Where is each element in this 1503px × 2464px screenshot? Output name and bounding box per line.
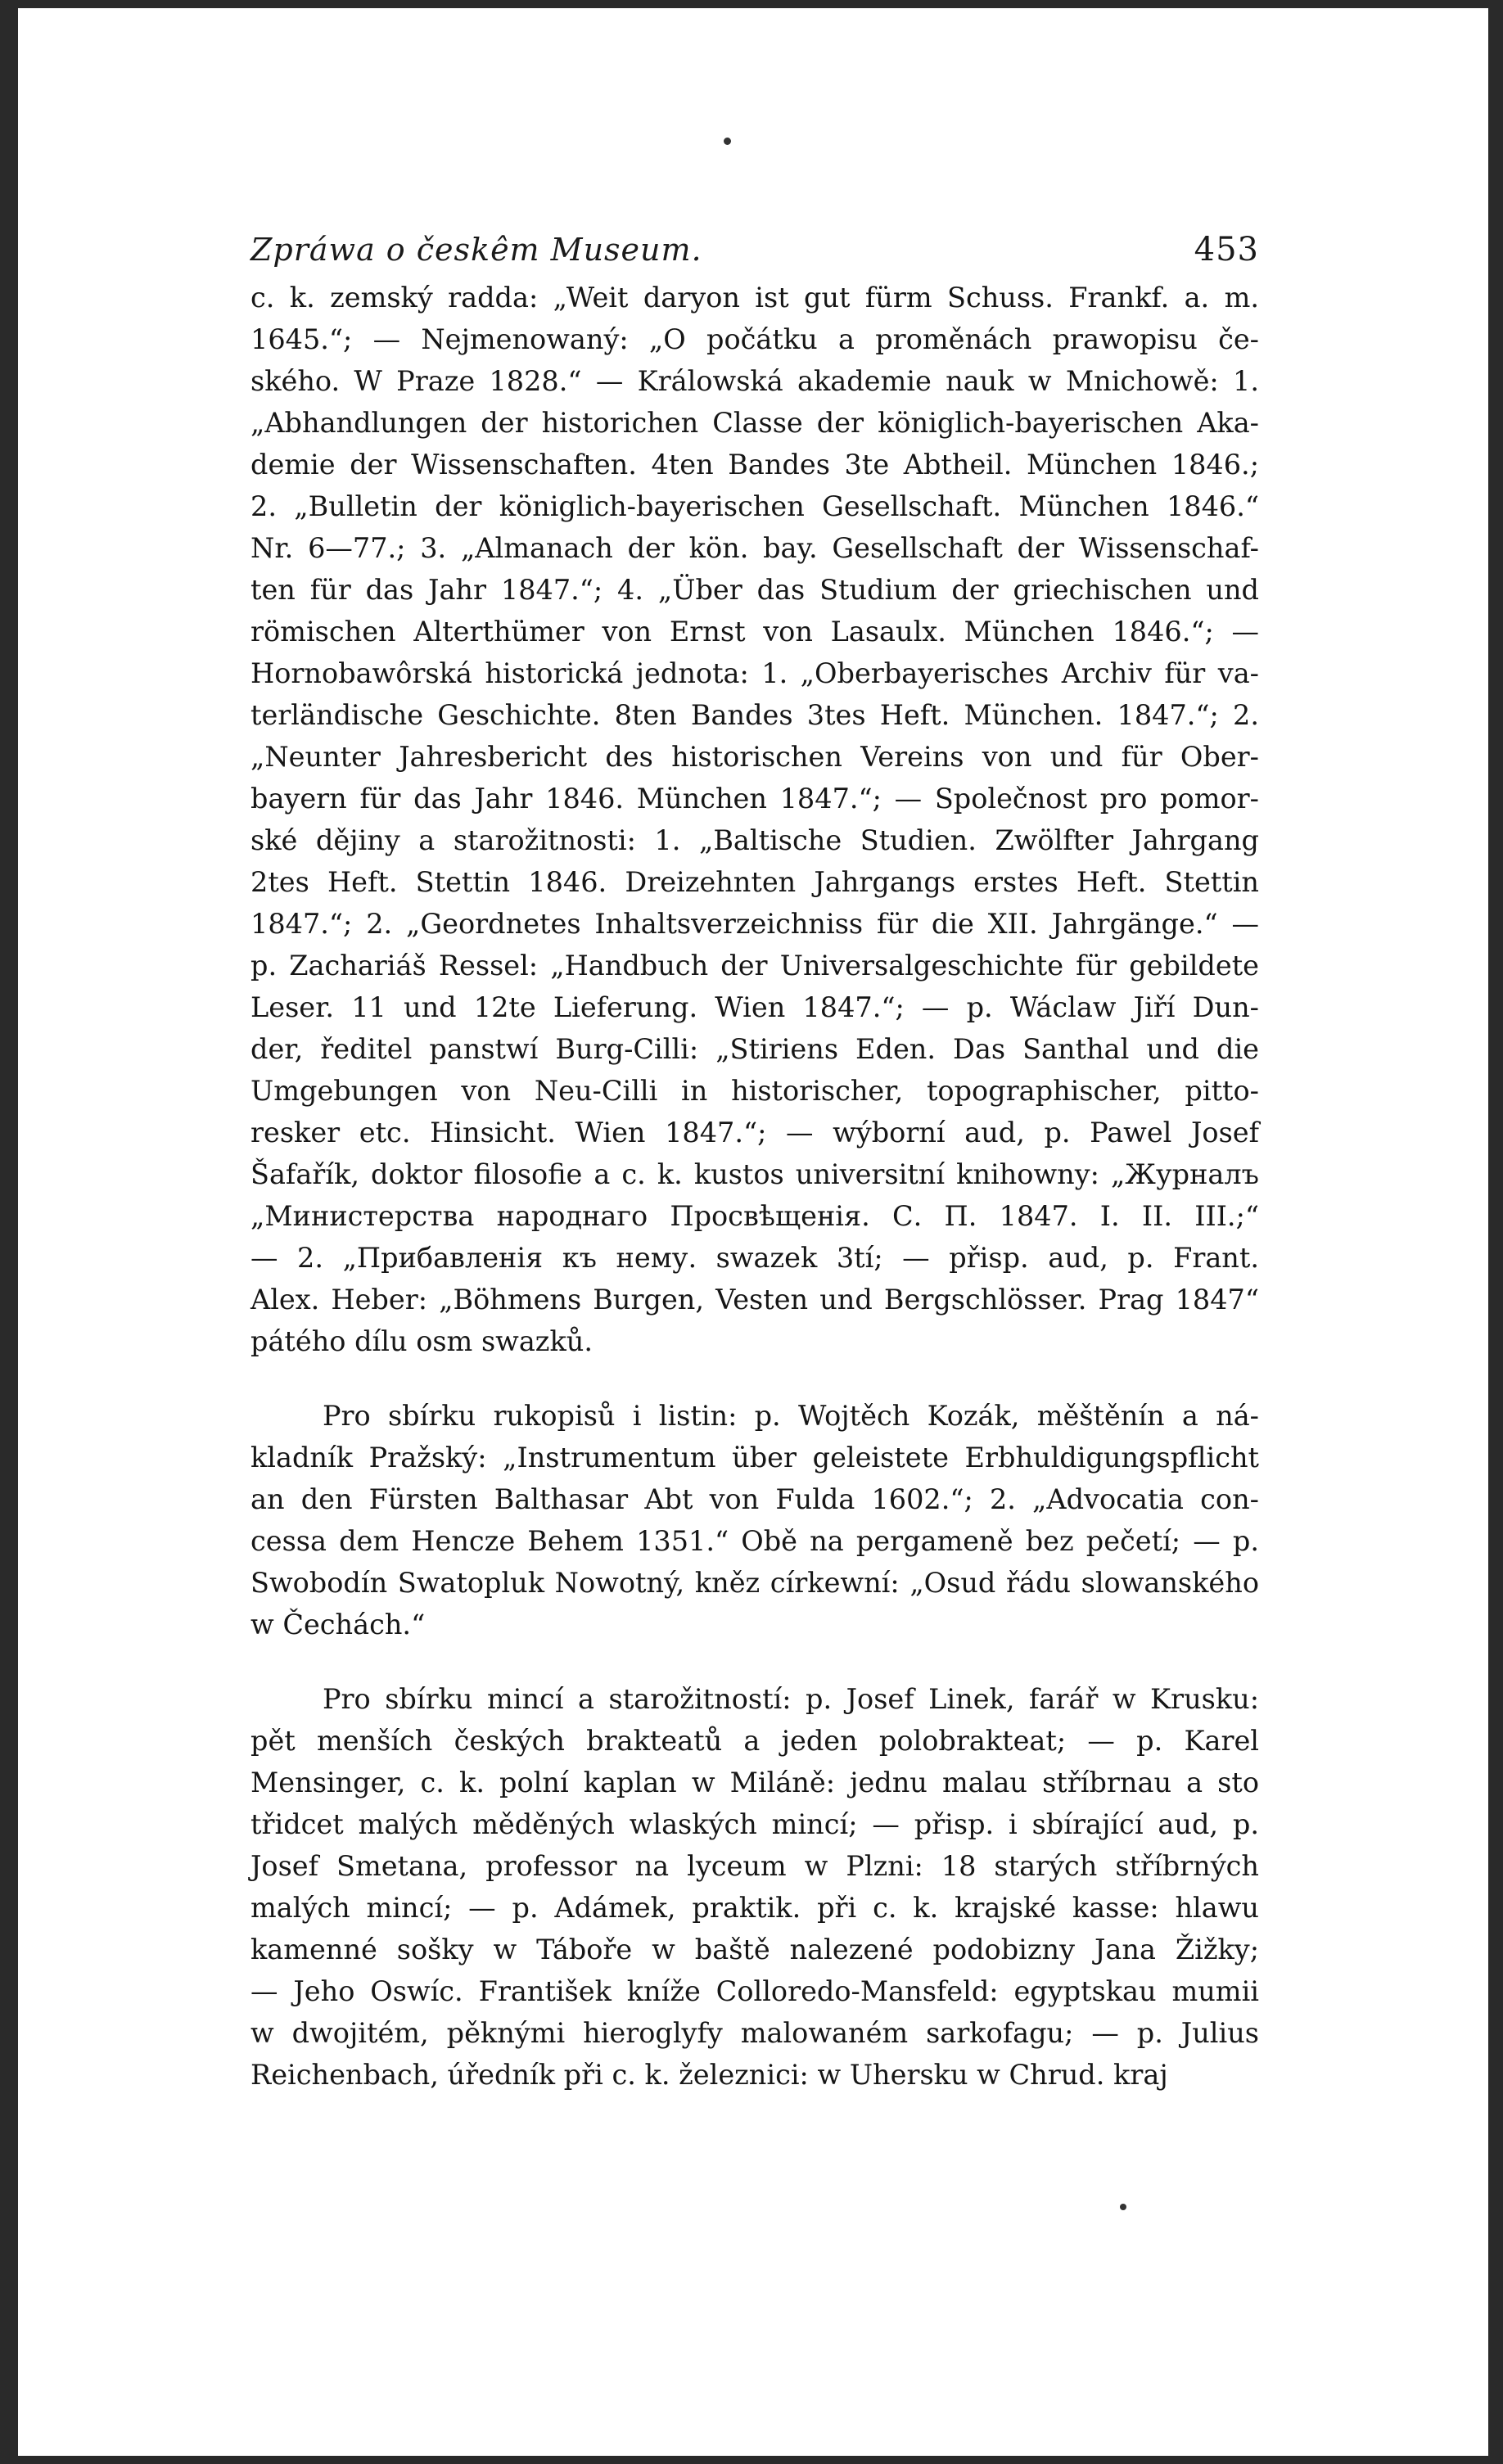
text-line: Hornobawôrská historická jednota: 1. „Oberbayerisches Archiv für va- [250, 657, 1259, 689]
text-line: bayern für das Jahr 1846. München 1847.“; — Společnost pro pomor- [250, 783, 1259, 815]
text-line: pátého dílu osm swazků. [250, 1325, 593, 1357]
text-line: „Abhandlungen der historichen Classe der königlich-bayerischen Aka- [250, 407, 1259, 439]
text-line: ské dějiny a starožitnosti: 1. „Baltische Studien. Zwölfter Jahrgang [250, 824, 1259, 856]
text-line: w dwojitém, pěknými hieroglyfy malowaném sarkofagu; — p. Julius [250, 2017, 1259, 2049]
paragraph-coins-antiquities [250, 1678, 1259, 2096]
text-line: 1645.“; — Nejmenowaný: „O počátku a proměnách prawopisu če- [250, 323, 1259, 355]
text-line: p. Zachariáš Ressel: „Handbuch der Universalgeschichte für gebildete [250, 950, 1259, 982]
page-header [250, 231, 1259, 269]
text-line: 2tes Heft. Stettin 1846. Dreizehnten Jahrgangs erstes Heft. Stettin [250, 866, 1259, 898]
text-line: kladník Pražský: „Instrumentum über geleistete Erbhuldigungspflicht [250, 1442, 1259, 1473]
text-line: „Neunter Jahresbericht des historischen Vereins von und für Ober- [250, 741, 1259, 773]
text-line: Pro sbírku mincí a starožitností: p. Josef Linek, farář w Krusku: [323, 1683, 1259, 1715]
text-line: der, ředitel panstwí Burg-Cilli: „Stiriens Eden. Das Santhal und die [250, 1033, 1259, 1065]
text-line: — Jeho Oswíc. František kníže Colloredo-Mansfeld: egyptskau mumii [250, 1975, 1259, 2007]
text-line: Pro sbírku rukopisů i listin: p. Wojtěch Kozák, měštěnín a ná- [323, 1400, 1259, 1432]
page-number: 453 [1194, 231, 1259, 269]
text-line: pět menších českých brakteatů a jeden polobrakteat; — p. Karel [250, 1725, 1259, 1757]
text-line: ten für das Jahr 1847.“; 4. „Über das Studium der griechischen und [250, 574, 1259, 606]
text-line: kamenné sošky w Táboře w baště nalezené podobizny Jana Žižky; [250, 1934, 1259, 1965]
text-line: 1847.“; 2. „Geordnetes Inhaltsverzeichniss für die XII. Jahrgänge.“ — [250, 908, 1259, 940]
running-title: Zpráwa o českêm Museum. [250, 232, 702, 268]
text-line: ského. W Praze 1828.“ — Králowská akademie nauk w Mnichowě: 1. [250, 365, 1259, 397]
text-line: c. k. zemský radda: „Weit daryon ist gut fürm Schuss. Frankf. a. m. [250, 282, 1259, 314]
text-line: w Čechách.“ [250, 1609, 426, 1640]
text-line: resker etc. Hinsicht. Wien 1847.“; — wýborní aud, p. Pawel Josef [250, 1117, 1259, 1149]
text-line: römischen Alterthümer von Ernst von Lasaulx. München 1846.“; — [250, 616, 1259, 648]
book-page [18, 8, 1488, 2456]
text-line: malých mincí; — p. Adámek, praktik. při c. k. krajské kasse: hlawu [250, 1892, 1259, 1924]
text-line: třidcet malých měděných wlaských mincí; — přisp. i sbírající aud, p. [250, 1808, 1259, 1840]
text-line: „Министерства народнаго Просвѣщенія. С. П. 1847. I. II. III.;“ [250, 1200, 1259, 1232]
text-line: Alex. Heber: „Böhmens Burgen, Vesten und Bergschlösser. Prag 1847“ [250, 1284, 1259, 1315]
text-line: Leser. 11 und 12te Lieferung. Wien 1847.“; — p. Wáclaw Jiří Dun- [250, 991, 1259, 1023]
text-line: 2. „Bulletin der königlich-bayerischen Gesellschaft. München 1846.“ [250, 490, 1259, 522]
text-line: Mensinger, c. k. polní kaplan w Miláně: jednu malau stříbrnau a sto [250, 1767, 1259, 1798]
text-line: an den Fürsten Balthasar Abt von Fulda 1602.“; 2. „Advocatia con- [250, 1483, 1259, 1515]
paragraph-manuscripts [250, 1395, 1259, 1645]
text-line: Reichenbach, úředník při c. k. železnici: w Uhersku w Chrud. kraj [250, 2059, 1168, 2091]
text-line: demie der Wissenschaften. 4ten Bandes 3te Abtheil. München 1846.; [250, 449, 1259, 481]
text-line: terländische Geschichte. 8ten Bandes 3tes Heft. München. 1847.“; 2. [250, 699, 1259, 731]
print-speck [1120, 2204, 1126, 2210]
print-speck [724, 138, 731, 145]
text-line: Nr. 6—77.; 3. „Almanach der kön. bay. Gesellschaft der Wissenschaf- [250, 532, 1259, 564]
text-line: Josef Smetana, professor na lyceum w Plzni: 18 starých stříbrných [250, 1850, 1259, 1882]
paragraph-donations-books [250, 277, 1259, 1362]
text-line: — 2. „Прибавленія къ нему. swazek 3tí; — přisp. aud, p. Frant. [250, 1242, 1259, 1274]
body-text [250, 277, 1259, 2096]
text-line: Umgebungen von Neu-Cilli in historischer, topographischer, pitto- [250, 1075, 1259, 1107]
text-line: cessa dem Hencze Behem 1351.“ Obě na pergameně bez pečetí; — p. [250, 1525, 1259, 1557]
text-line: Swobodín Swatopluk Nowotný, kněz církewní: „Osud řádu slowanského [250, 1567, 1259, 1599]
text-line: Šafařík, doktor filosofie a c. k. kustos universitní knihowny: „Журналъ [250, 1158, 1259, 1190]
